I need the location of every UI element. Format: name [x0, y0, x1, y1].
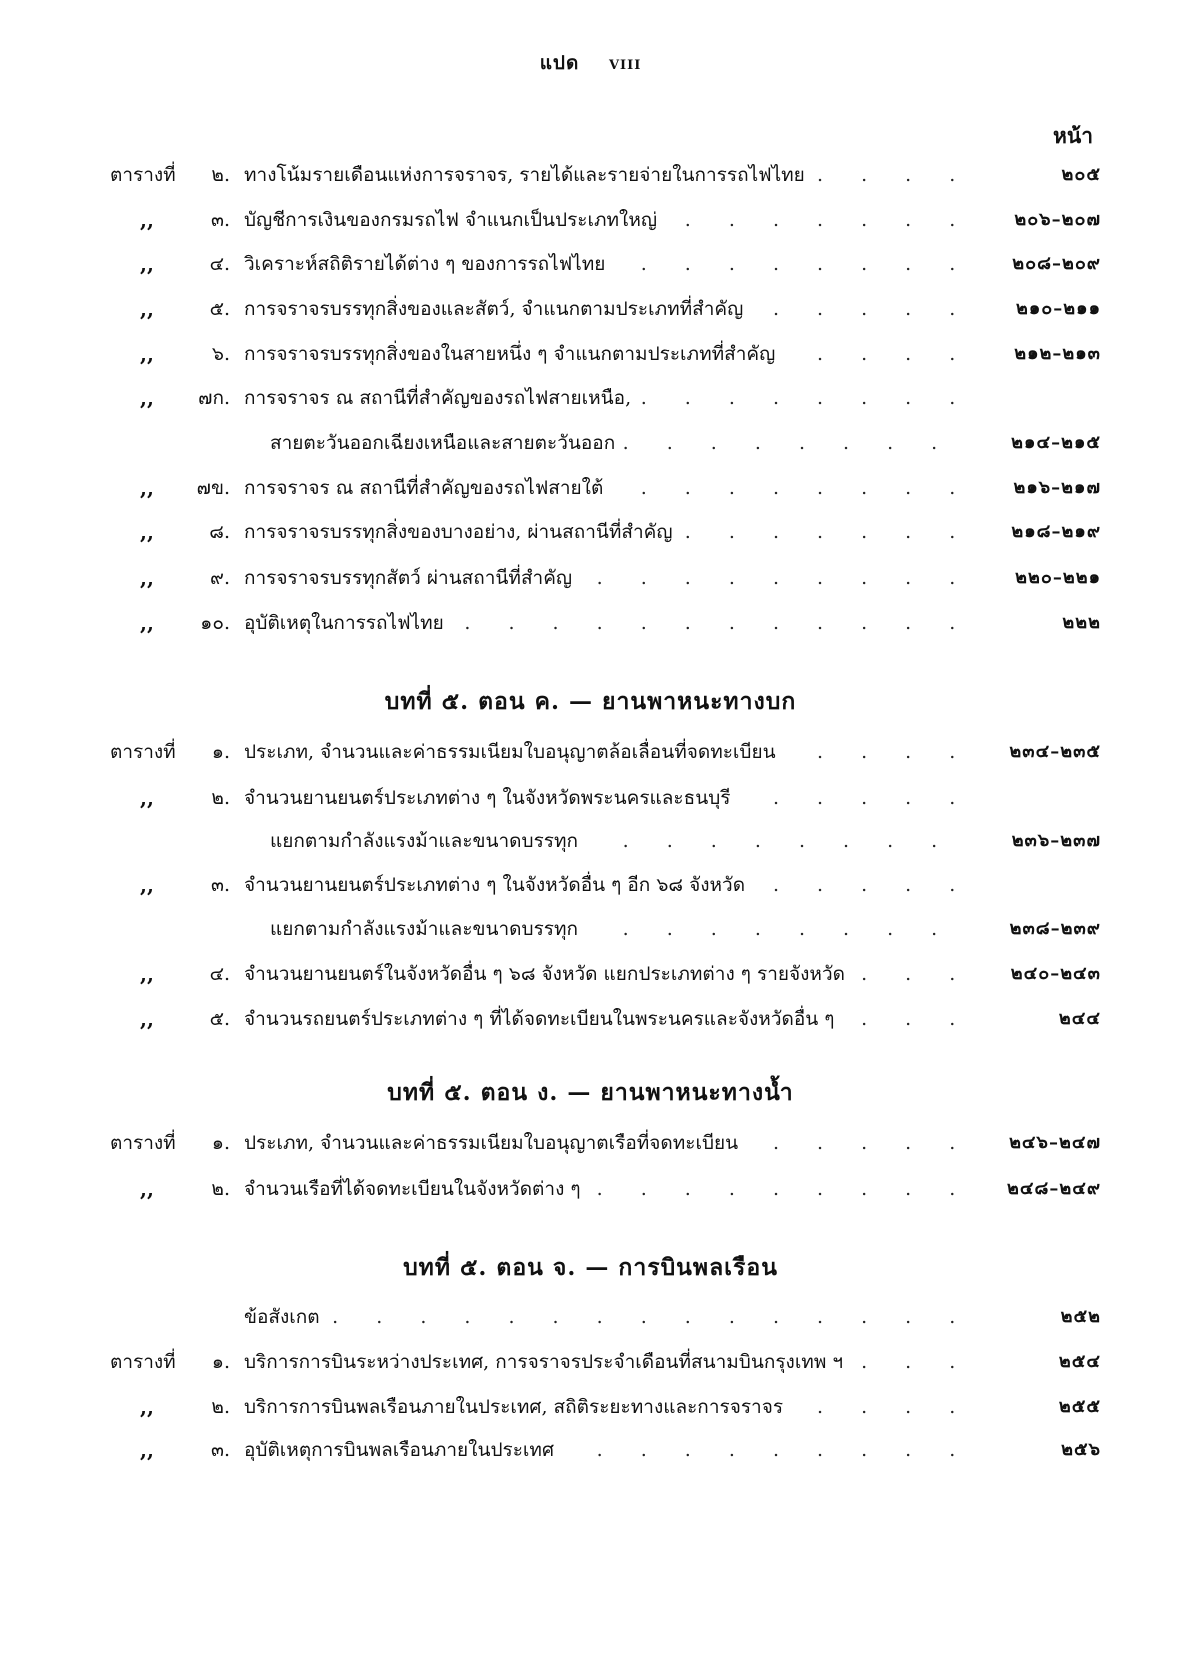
entry-title-text: จำนวนยานยนตร์ในจังหวัดอื่น ๆ ๖๘ จังหวัด แยกประเภทต่าง ๆ รายจังหวัด [244, 963, 853, 985]
entry-title-text: แยกตามกำลังแรงม้าและขนาดบรรทุก [270, 830, 586, 852]
ditto-mark: ,, [140, 566, 154, 590]
table-number: ๑๐. [200, 612, 230, 634]
table-number: ๓. [210, 1439, 230, 1461]
entry-title [244, 1126, 966, 1160]
toc-entry [0, 1126, 1181, 1160]
page-column-label: หน้า [1053, 123, 1093, 148]
ditto-mark: ,, [140, 786, 154, 810]
table-number: ๑. [211, 741, 230, 763]
entry-title [244, 957, 966, 991]
entry-title [244, 1172, 966, 1206]
toc-entry [0, 426, 1181, 460]
table-number: ๘. [209, 521, 230, 543]
entry-title-text: แยกตามกำลังแรงม้าและขนาดบรรทุก [270, 918, 586, 940]
entry-title [244, 735, 966, 769]
ditto-mark: ,, [140, 297, 154, 321]
table-number: ๙. [210, 567, 230, 589]
entry-title [244, 1433, 966, 1467]
page-range: ๒๑๖–๒๑๗ [1013, 477, 1101, 498]
page-range: ๒๔๔ [1058, 1008, 1101, 1029]
toc-entry [0, 1172, 1181, 1206]
table-label: ตารางที่ [110, 164, 176, 186]
entry-title-text: อุบัติเหตุในการรถไฟไทย [244, 612, 452, 634]
entry-title-text: จำนวนยานยนตร์ประเภทต่าง ๆ ในจังหวัดพระนครและธนบุรี [244, 787, 738, 809]
ditto-mark: ,, [140, 1177, 154, 1201]
table-number: ๔. [209, 253, 230, 275]
table-number: ๑. [211, 1132, 230, 1154]
entry-title-text: ประเภท, จำนวนและค่าธรรมเนียมใบอนุญาตเรือที่จดทะเบียน [244, 1132, 746, 1154]
entry-title-text: การจราจรบรรทุกสิ่งของและสัตว์, จำแนกตามประเภทที่สำคัญ [244, 298, 751, 320]
entry-title-text: ประเภท, จำนวนและค่าธรรมเนียมใบอนุญาตล้อเลื่อนที่จดทะเบียน [244, 741, 784, 763]
section-heading: บทที่ ๕. ตอน ค. — ยานพาหนะทางบก [384, 688, 797, 715]
section-heading: บทที่ ๕. ตอน จ. — การบินพลเรือน [403, 1254, 778, 1281]
entry-title [270, 824, 966, 858]
ditto-mark: ,, [140, 611, 154, 635]
toc-entry [0, 515, 1181, 549]
ditto-mark: ,, [140, 520, 154, 544]
entry-title-text: บัญชีการเงินของกรมรถไฟ จำแนกเป็นประเภทใหญ่ [244, 209, 665, 231]
toc-entry [0, 158, 1181, 192]
section-heading: บทที่ ๕. ตอน ง. — ยานพาหนะทางน้ำ [387, 1079, 794, 1106]
page-range: ๒๒๐–๒๒๑ [1015, 567, 1101, 588]
toc-entry [0, 606, 1181, 640]
page-range: ๒๔๐–๒๔๓ [1010, 963, 1101, 984]
entry-title-text: การจราจรบรรทุกสิ่งของในสายหนึ่ง ๆ จำแนกตามประเภทที่สำคัญ [244, 343, 783, 365]
ditto-mark: ,, [140, 873, 154, 897]
page-range: ๒๓๔–๒๓๕ [1009, 741, 1101, 762]
table-label: ตารางที่ [110, 741, 176, 763]
entry-title-text: การจราจร ณ สถานีที่สำคัญของรถไฟสายใต้ [244, 477, 611, 499]
page-range: ๒๐๘–๒๐๙ [1012, 253, 1101, 274]
entry-title-text: ข้อสังเกต [244, 1306, 328, 1328]
entry-title-text: การจราจรบรรทุกสิ่งของบางอย่าง, ผ่านสถานีที่สำคัญ [244, 521, 681, 543]
toc-entry [0, 1390, 1181, 1424]
table-number: ๖. [211, 343, 230, 365]
page-range: ๒๓๘–๒๓๙ [1009, 918, 1101, 939]
page-range: ๒๐๖–๒๐๗ [1014, 209, 1101, 230]
toc-entry [0, 337, 1181, 371]
toc-entry [0, 1300, 1181, 1334]
entry-title [244, 1300, 966, 1334]
page-header-roman-numeral: VIII [608, 58, 642, 73]
ditto-mark: ,, [140, 476, 154, 500]
table-number: ๒. [211, 1178, 230, 1200]
toc-entry [0, 471, 1181, 505]
ditto-mark: ,, [140, 1438, 154, 1462]
entry-title [244, 337, 966, 371]
toc-entry [0, 957, 1181, 991]
page-range: ๒๐๕ [1061, 164, 1101, 185]
entry-title [244, 1345, 966, 1379]
table-number: ๒. [211, 787, 230, 809]
table-number: ๔. [209, 963, 230, 985]
page-range: ๒๑๒–๒๑๓ [1014, 343, 1101, 364]
ditto-mark: ,, [140, 1007, 154, 1031]
entry-title [244, 606, 966, 640]
ditto-mark: ,, [140, 342, 154, 366]
table-number: ๕. [209, 298, 230, 320]
entry-title [244, 1002, 966, 1036]
page-range: ๒๕๖ [1061, 1439, 1101, 1460]
toc-entry [0, 1002, 1181, 1036]
table-label: ตารางที่ [110, 1132, 176, 1154]
page-range: ๒๕๔ [1058, 1351, 1101, 1372]
toc-entry [0, 561, 1181, 595]
entry-title [244, 292, 966, 326]
toc-entry [0, 292, 1181, 326]
entry-title [244, 515, 966, 549]
entry-title-text: จำนวนเรือที่ได้จดทะเบียนในจังหวัดต่าง ๆ [244, 1178, 589, 1200]
toc-entry [0, 247, 1181, 281]
entry-title-text: ทางโน้มรายเดือนแห่งการจราจร, รายได้และรายจ่ายในการรถไฟไทย [244, 164, 813, 186]
entry-title-text: วิเคราะห์สถิติรายได้ต่าง ๆ ของการรถไฟไทย [244, 253, 613, 275]
entry-title-text: จำนวนรถยนตร์ประเภทต่าง ๆ ที่ได้จดทะเบียนในพระนครและจังหวัดอื่น ๆ [244, 1008, 842, 1030]
entry-title-text: การจราจร ณ สถานีที่สำคัญของรถไฟสายเหนือ, [244, 387, 639, 409]
entry-title [244, 561, 966, 595]
ditto-mark: ,, [140, 208, 154, 232]
table-label: ตารางที่ [110, 1351, 176, 1373]
entry-title [244, 203, 966, 237]
entry-title [244, 781, 966, 815]
entry-title-text: บริการการบินพลเรือนภายในประเทศ, สถิติระยะทางและการจราจร [244, 1396, 791, 1418]
toc-entry [0, 868, 1181, 902]
table-number: ๒. [211, 1396, 230, 1418]
toc-entry [0, 824, 1181, 858]
toc-entry [0, 381, 1181, 415]
entry-title-text: จำนวนยานยนตร์ประเภทต่าง ๆ ในจังหวัดอื่น ๆ อีก ๖๘ จังหวัด [244, 874, 753, 896]
table-number: ๓. [210, 874, 230, 896]
toc-entry [0, 735, 1181, 769]
toc-entry [0, 781, 1181, 815]
entry-title-text: สายตะวันออกเฉียงเหนือและสายตะวันออก [270, 432, 623, 454]
entry-title [270, 426, 966, 460]
toc-entry [0, 912, 1181, 946]
entry-title [244, 868, 966, 902]
entry-title [244, 158, 966, 192]
page-range: ๒๔๖–๒๔๗ [1009, 1132, 1101, 1153]
entry-title [244, 381, 966, 415]
page-range: ๒๒๒ [1062, 612, 1101, 633]
ditto-mark: ,, [140, 386, 154, 410]
toc-entry [0, 1433, 1181, 1467]
page-range: ๒๔๘–๒๔๙ [1006, 1178, 1101, 1199]
table-number: ๑. [211, 1351, 230, 1373]
ditto-mark: ,, [140, 962, 154, 986]
page-range: ๒๕๕ [1058, 1396, 1101, 1417]
page-range: ๒๕๒ [1060, 1306, 1101, 1327]
table-number: ๕. [209, 1008, 230, 1030]
page-range: ๒๑๐–๒๑๑ [1016, 298, 1101, 319]
page-range: ๒๑๘–๒๑๙ [1011, 521, 1101, 542]
entry-title-text: อุบัติเหตุการบินพลเรือนภายในประเทศ [244, 1439, 562, 1461]
ditto-mark: ,, [140, 252, 154, 276]
entry-title [270, 912, 966, 946]
page-range: ๒๓๖–๒๓๗ [1011, 830, 1101, 851]
toc-entry [0, 1345, 1181, 1379]
entry-title-text: บริการการบินระหว่างประเทศ, การจราจรประจำเดือนที่สนามบินกรุงเทพ ฯ [244, 1351, 851, 1373]
entry-title [244, 1390, 966, 1424]
page-header-title: แปด [539, 52, 580, 74]
table-number: ๓. [210, 209, 230, 231]
table-number: ๒. [211, 164, 230, 186]
toc-entry [0, 203, 1181, 237]
entry-title [244, 471, 966, 505]
entry-title [244, 247, 966, 281]
page-range: ๒๑๔–๒๑๕ [1011, 432, 1101, 453]
table-number: ๗ก. [198, 387, 230, 409]
entry-title-text: การจราจรบรรทุกสัตว์ ผ่านสถานีที่สำคัญ [244, 567, 580, 589]
table-number: ๗ข. [196, 477, 230, 499]
ditto-mark: ,, [140, 1395, 154, 1419]
